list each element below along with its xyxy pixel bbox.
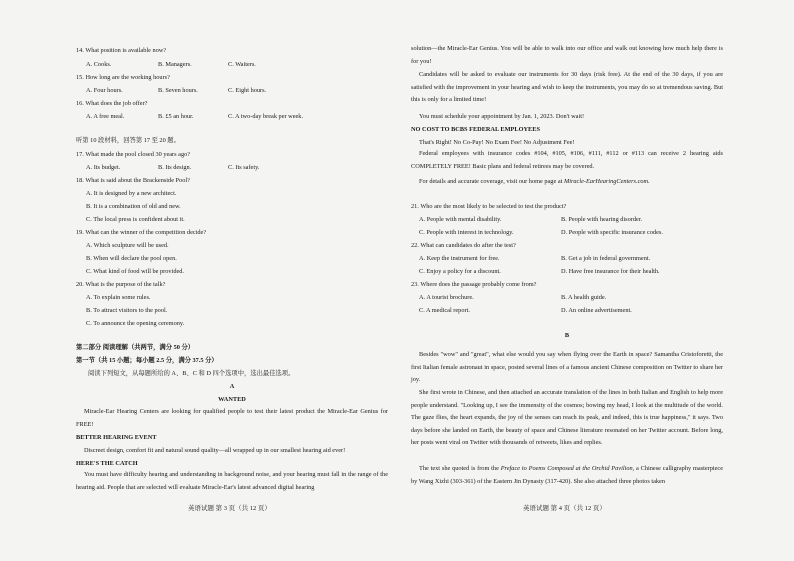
q19-option-b: B. When will declare the pool open. xyxy=(86,255,177,262)
passage-a-paragraph-9 xyxy=(419,178,650,186)
q18-stem: 18. What is said about the Brackenside Pool? xyxy=(76,177,190,184)
q23-option-d: D. An online advertisement. xyxy=(561,307,632,314)
q23-option-c: C. A medical report. xyxy=(419,307,470,314)
q23-option-b: B. A health guide. xyxy=(561,294,607,301)
passage-b-paragraph-1: Besides "wow" and "great", what else would you say when flying over the Earth in space? Samantha Cristoforetti, the first Italian female astronaut in space, posted several lines of a famous ancient Chinese composition on Twitter to share her joy. xyxy=(411,351,723,384)
q18-option-a: A. It is designed by a new architect. xyxy=(86,190,177,197)
q22-stem: 22. What can candidates do after the test? xyxy=(411,242,516,249)
q14-option-b: B. Managers. xyxy=(158,61,192,68)
passage-a-letter: A xyxy=(229,383,235,390)
passage-a-paragraph-2: Discreet design, comfort fit and natural sound quality—all wrapped up in our smallest hearing aid ever! xyxy=(84,447,346,454)
paragraph-9-text: For details and accurate coverage, visit our home page at xyxy=(419,178,564,185)
q18-option-c: C. The local press is confident about it. xyxy=(86,216,185,223)
q14-option-a: A. Cooks. xyxy=(86,61,112,68)
q15-option-a: A. Four hours. xyxy=(86,87,123,94)
preface-title: Preface to Poems Composed at the Orchid Pavilion xyxy=(500,465,633,472)
q19-stem: 19. What can the winner of the competition decide? xyxy=(76,229,207,236)
q17-option-b: B. Its design. xyxy=(158,164,192,171)
part-two-heading: 第二部分 阅读理解（共两节，满分 50 分） xyxy=(76,344,195,351)
q21-option-b: B. People with hearing disorder. xyxy=(561,216,643,223)
q21-option-a: A. People with mental disability. xyxy=(419,216,502,223)
q22-option-d: D. Have free insurance for their health. xyxy=(561,268,660,275)
q23-option-a: A. A tourist brochure. xyxy=(419,294,474,301)
q14-option-c: C. Waiters. xyxy=(228,61,256,68)
passage-a-paragraph-4: solution—the Miracle-Ear Genius. You will be able to walk into our office and walk out knowing how much help there is for you! xyxy=(411,45,723,65)
passage-a-paragraph-1: Miracle-Ear Hearing Centers are looking for qualified people to test their latest product the Miracle-Ear Genius for FREE! xyxy=(76,408,388,428)
passage-b-letter: B xyxy=(564,332,570,339)
paragraph-3-text-a: The text she quoted is from the xyxy=(419,465,501,472)
paragraph-3-text-c: , a Chinese calligraphy masterpiece by Wang Xizhi (303-361) of the Eastern Jin Dynasty (317-420). She also attached three photos taken xyxy=(411,465,724,485)
q20-stem: 20. What is the purpose of the talk? xyxy=(76,281,166,288)
passage-a-paragraph-7: That's Right! No Co-Pay! No Exam Fee! No Adjustment Fee! xyxy=(419,139,575,146)
page-footer-right: 英语试题 第 4 页（共 12 页） xyxy=(523,505,606,512)
passage-a-paragraph-8: Federal employees with insurance codes #104, #105, #106, #111, #112 or #113 can receive 2 hearing aids COMPLETELY FREE! Basic plans and federal retirees may be covered. xyxy=(411,150,723,170)
passage-b-paragraph-2: She first wrote in Chinese, and then attached an accurate translation of the lines in both Italian and English to help more people understand. "Looking up, I see the immensity of the cosmos; bowing my head, I look at the multitude of the world. The gaze flies, the heart expands, the joy of the senses can reach its peak, and indeed, this is true happiness," it says. Two days before she landed on Earth, the beauty of space and Chinese literature resonated on her Twitter account. Before long, her posts went viral on Twitter with thousands of retweets, likes and replies. xyxy=(411,389,723,447)
passage-a-paragraph-6: You must schedule your appointment by Jan. 1, 2023. Don't wait! xyxy=(419,113,585,120)
q21-stem: 21. Who are the most likely to be selected to test the product? xyxy=(411,203,567,210)
section-one-instruction: 阅读下列短文，从每题所给的 A、B、C 和 D 四个选项中，选出最佳选项。 xyxy=(88,370,295,377)
passage-a-heading-better-hearing: BETTER HEARING EVENT xyxy=(76,434,157,441)
q22-option-a: A. Keep the instrument for free. xyxy=(419,255,500,262)
q15-stem: 15. How long are the working hours? xyxy=(76,74,170,81)
q23-stem: 23. Where does the passage probably come from? xyxy=(411,281,537,288)
q16-option-b: B. £5 an hour. xyxy=(158,113,194,120)
q15-option-b: B. Seven hours. xyxy=(158,87,198,94)
website-link-text: Miracle-EarHearingCenters.com. xyxy=(563,178,650,185)
q19-option-c: C. What kind of food will be provided. xyxy=(86,268,184,275)
q17-option-a: A. Its budget. xyxy=(86,164,121,171)
q21-option-c: C. People with interest in technology. xyxy=(419,229,514,236)
passage-a-heading-bcbs: NO COST TO BCBS FEDERAL EMPLOYEES xyxy=(411,126,540,133)
q22-option-b: B. Get a job in federal government. xyxy=(561,255,651,262)
q18-option-b: B. It is a combination of old and new. xyxy=(86,203,181,210)
page-footer-left: 英语试题 第 3 页（共 12 页） xyxy=(188,505,271,512)
q22-option-c: C. Enjoy a policy for a discount. xyxy=(419,268,501,275)
q16-option-a: A. A free meal. xyxy=(86,113,125,120)
passage-a-paragraph-3: You must have difficulty hearing and understanding in background noise, and your hearing must fall in the range of the hearing aid. People that are selected will evaluate Miracle-Ear's latest advanced digital hearing xyxy=(76,471,388,491)
q16-stem: 16. What does the job offer? xyxy=(76,100,148,107)
q15-option-c: C. Eight hours. xyxy=(228,87,267,94)
listening-instruction: 听第 10 段材料，回答第 17 至 20 题。 xyxy=(76,137,180,144)
q16-option-c: C. A two-day break per week. xyxy=(228,113,304,120)
q17-option-c: C. Its safety. xyxy=(228,164,260,171)
q20-option-b: B. To attract visitors to the pool. xyxy=(86,307,168,314)
q19-option-a: A. Which sculpture will be used. xyxy=(86,242,169,249)
q20-option-c: C. To announce the opening ceremony. xyxy=(86,320,185,327)
passage-b-paragraph-3 xyxy=(411,463,723,488)
passage-a-paragraph-5: Candidates will be asked to evaluate our instruments for 30 days (risk free). At the end of the 30 days, if you are satisfied with the improvement in your hearing and wish to keep the instruments, you may do so at tremendous saving. But this is only for a limited time! xyxy=(411,71,723,104)
q17-stem: 17. What made the pool closed 30 years ago? xyxy=(76,151,191,158)
section-one-heading: 第一节（共 15 小题；每小题 2.5 分，满分 37.5 分） xyxy=(76,357,218,364)
q14-stem: 14. What position is available now? xyxy=(76,47,167,54)
q21-option-d: D. People with specific insurance codes. xyxy=(561,229,663,236)
passage-a-heading-catch: HERE'S THE CATCH xyxy=(76,460,138,467)
q20-option-a: A. To explain some rules. xyxy=(86,294,151,301)
right-page xyxy=(397,0,794,561)
passage-a-title: WANTED xyxy=(218,396,246,403)
